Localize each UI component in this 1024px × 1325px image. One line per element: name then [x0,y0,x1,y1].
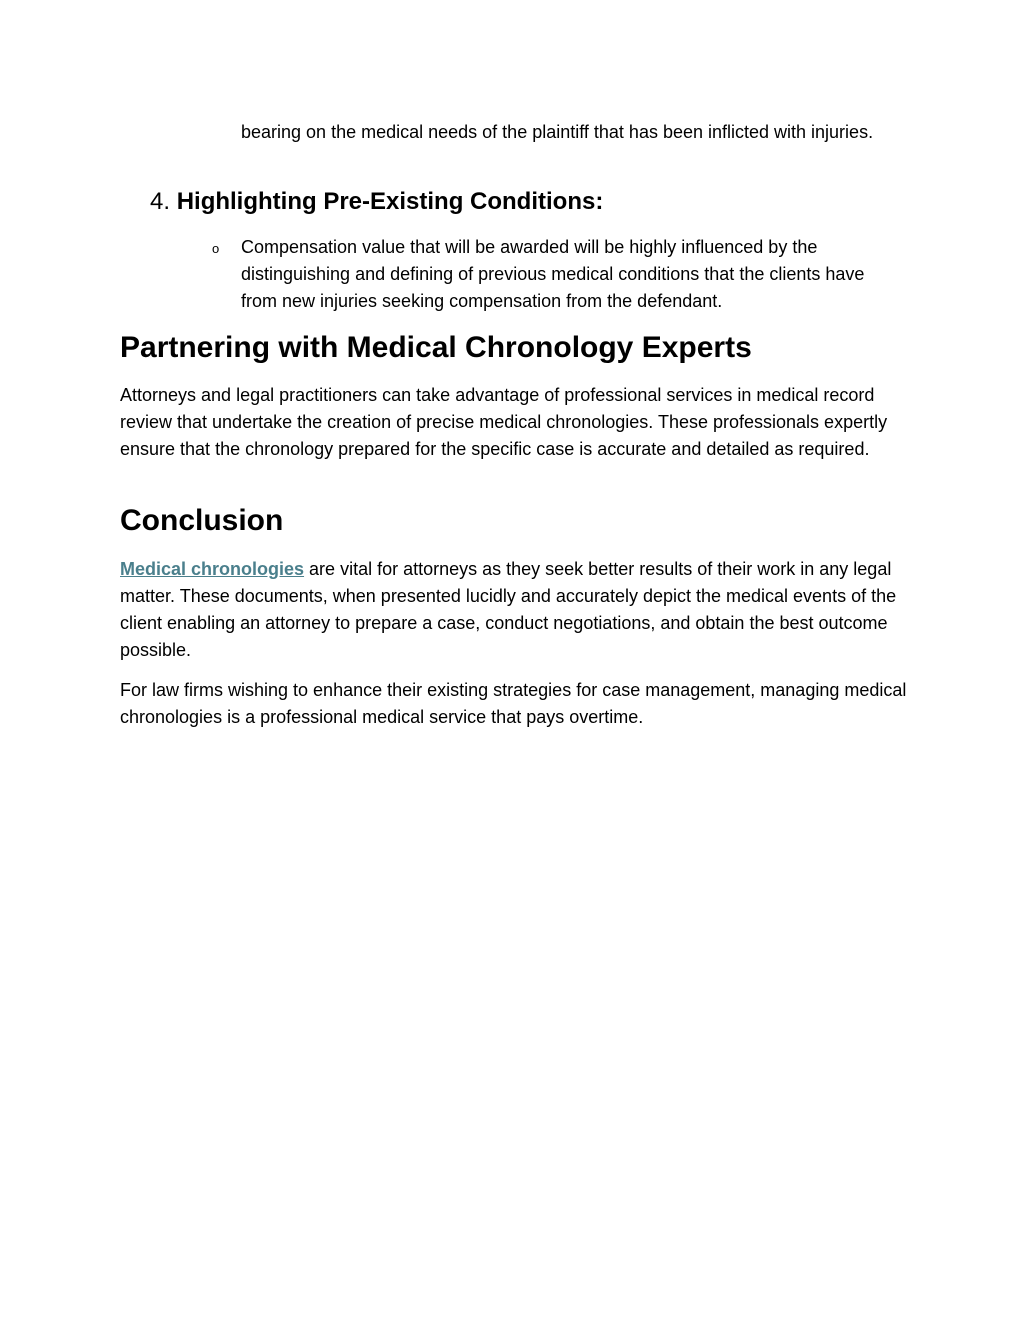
hollow-bullet-icon: o [212,241,220,256]
conclusion-heading: Conclusion [120,504,284,537]
partnering-heading: Partnering with Medical Chronology Experts [120,331,752,364]
list-item-heading-text: Highlighting Pre-Existing Conditions: [176,188,604,215]
conclusion-paragraph-2: For law firms wishing to enhance their existing strategies for case management, managing medical chronologies is a professional medical service that pays overtime. [120,680,907,727]
continued-bullet-text: bearing on the medical needs of the plaintiff that has been inflicted with injuries. [241,122,874,142]
list-item-number: 4. [150,188,171,215]
sub-bullet-text: Compensation value that will be awarded will be highly influenced by the distinguishing and defining of previous medical conditions that the clients have from new injuries seeking compensation from the defendant. [241,237,865,311]
medical-chronologies-link[interactable]: Medical chronologies [120,559,305,579]
conclusion-paragraph-1 [120,556,910,664]
list-item-4-heading [150,186,603,218]
conclusion-paragraph-1-text: are vital for attorneys as they seek better results of their work in any legal matter. These documents, when presented lucidly and accurately depict the medical events of the client enabling an attorney to prepare a case, conduct negotiations, and obtain the best outcome possible. [120,559,897,660]
partnering-paragraph: Attorneys and legal practitioners can take advantage of professional services in medical record review that undertake the creation of precise medical chronologies. These professionals expertly ensure that the chronology prepared for the specific case is accurate and detailed as required. [120,385,888,459]
